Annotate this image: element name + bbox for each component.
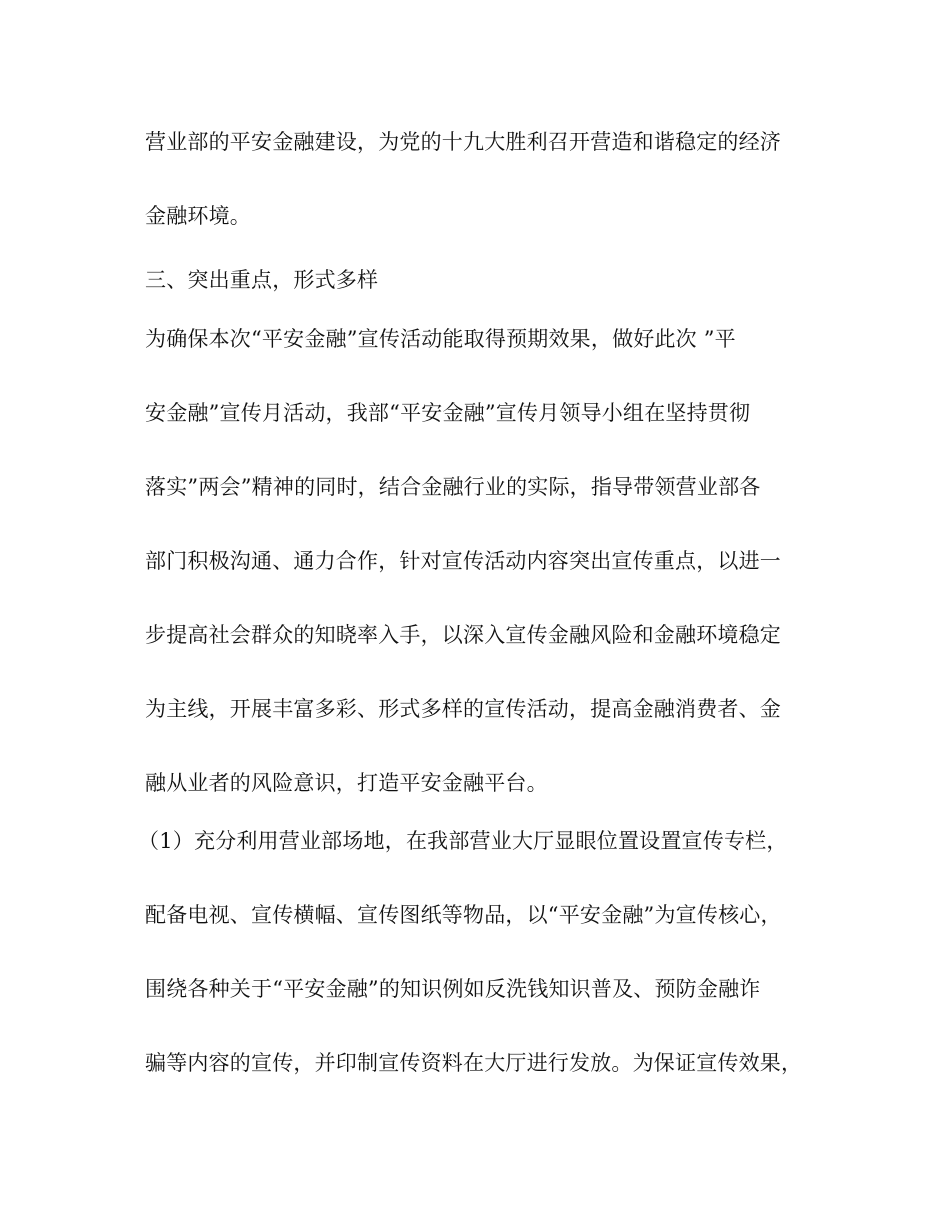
text-line-11: （1）充分利用营业部场地，在我部营业大厅显眼位置设置宣传专栏， (138, 829, 788, 853)
text-line-5: 安金融”宣传月活动，我部“平安金融”宣传月领导小组在坚持贯彻 (145, 401, 751, 425)
text-line-1: 营业部的平安金融建设，为党的十九大胜利召开营造和谐稳定的经济 (145, 130, 781, 154)
text-line-14: 骗等内容的宣传，并印制宣传资料在大厅进行发放。为保证宣传效果， (145, 1051, 803, 1075)
text-line-8: 步提高社会群众的知晓率入手，以深入宣传金融风险和金融环境稳定 (145, 623, 781, 647)
text-line-2: 金融环境。 (145, 204, 251, 228)
text-line-12: 配备电视、宣传横幅、宣传图纸等物品，以“平安金融”为宣传核心， (145, 903, 782, 927)
text-line-4: 为确保本次“平安金融”宣传活动能取得预期效果，做好此次 ”平 (145, 327, 736, 351)
text-line-9: 为主线，开展丰富多彩、形式多样的宣传活动，提高金融消费者、金 (145, 697, 781, 721)
text-line-10: 融从业者的风险意识，打造平安金融平台。 (145, 771, 548, 795)
text-line-6: 落实”两会”精神的同时，结合金融行业的实际，指导带领营业部各 (145, 475, 761, 499)
text-line-7: 部门积极沟通、通力合作，针对宣传活动内容突出宣传重点，以进一 (145, 549, 781, 573)
section-heading: 三、突出重点，形式多样 (145, 268, 379, 292)
text-line-13: 围绕各种关于“平安金融”的知识例如反洗钱知识普及、预防金融诈 (145, 977, 761, 1001)
